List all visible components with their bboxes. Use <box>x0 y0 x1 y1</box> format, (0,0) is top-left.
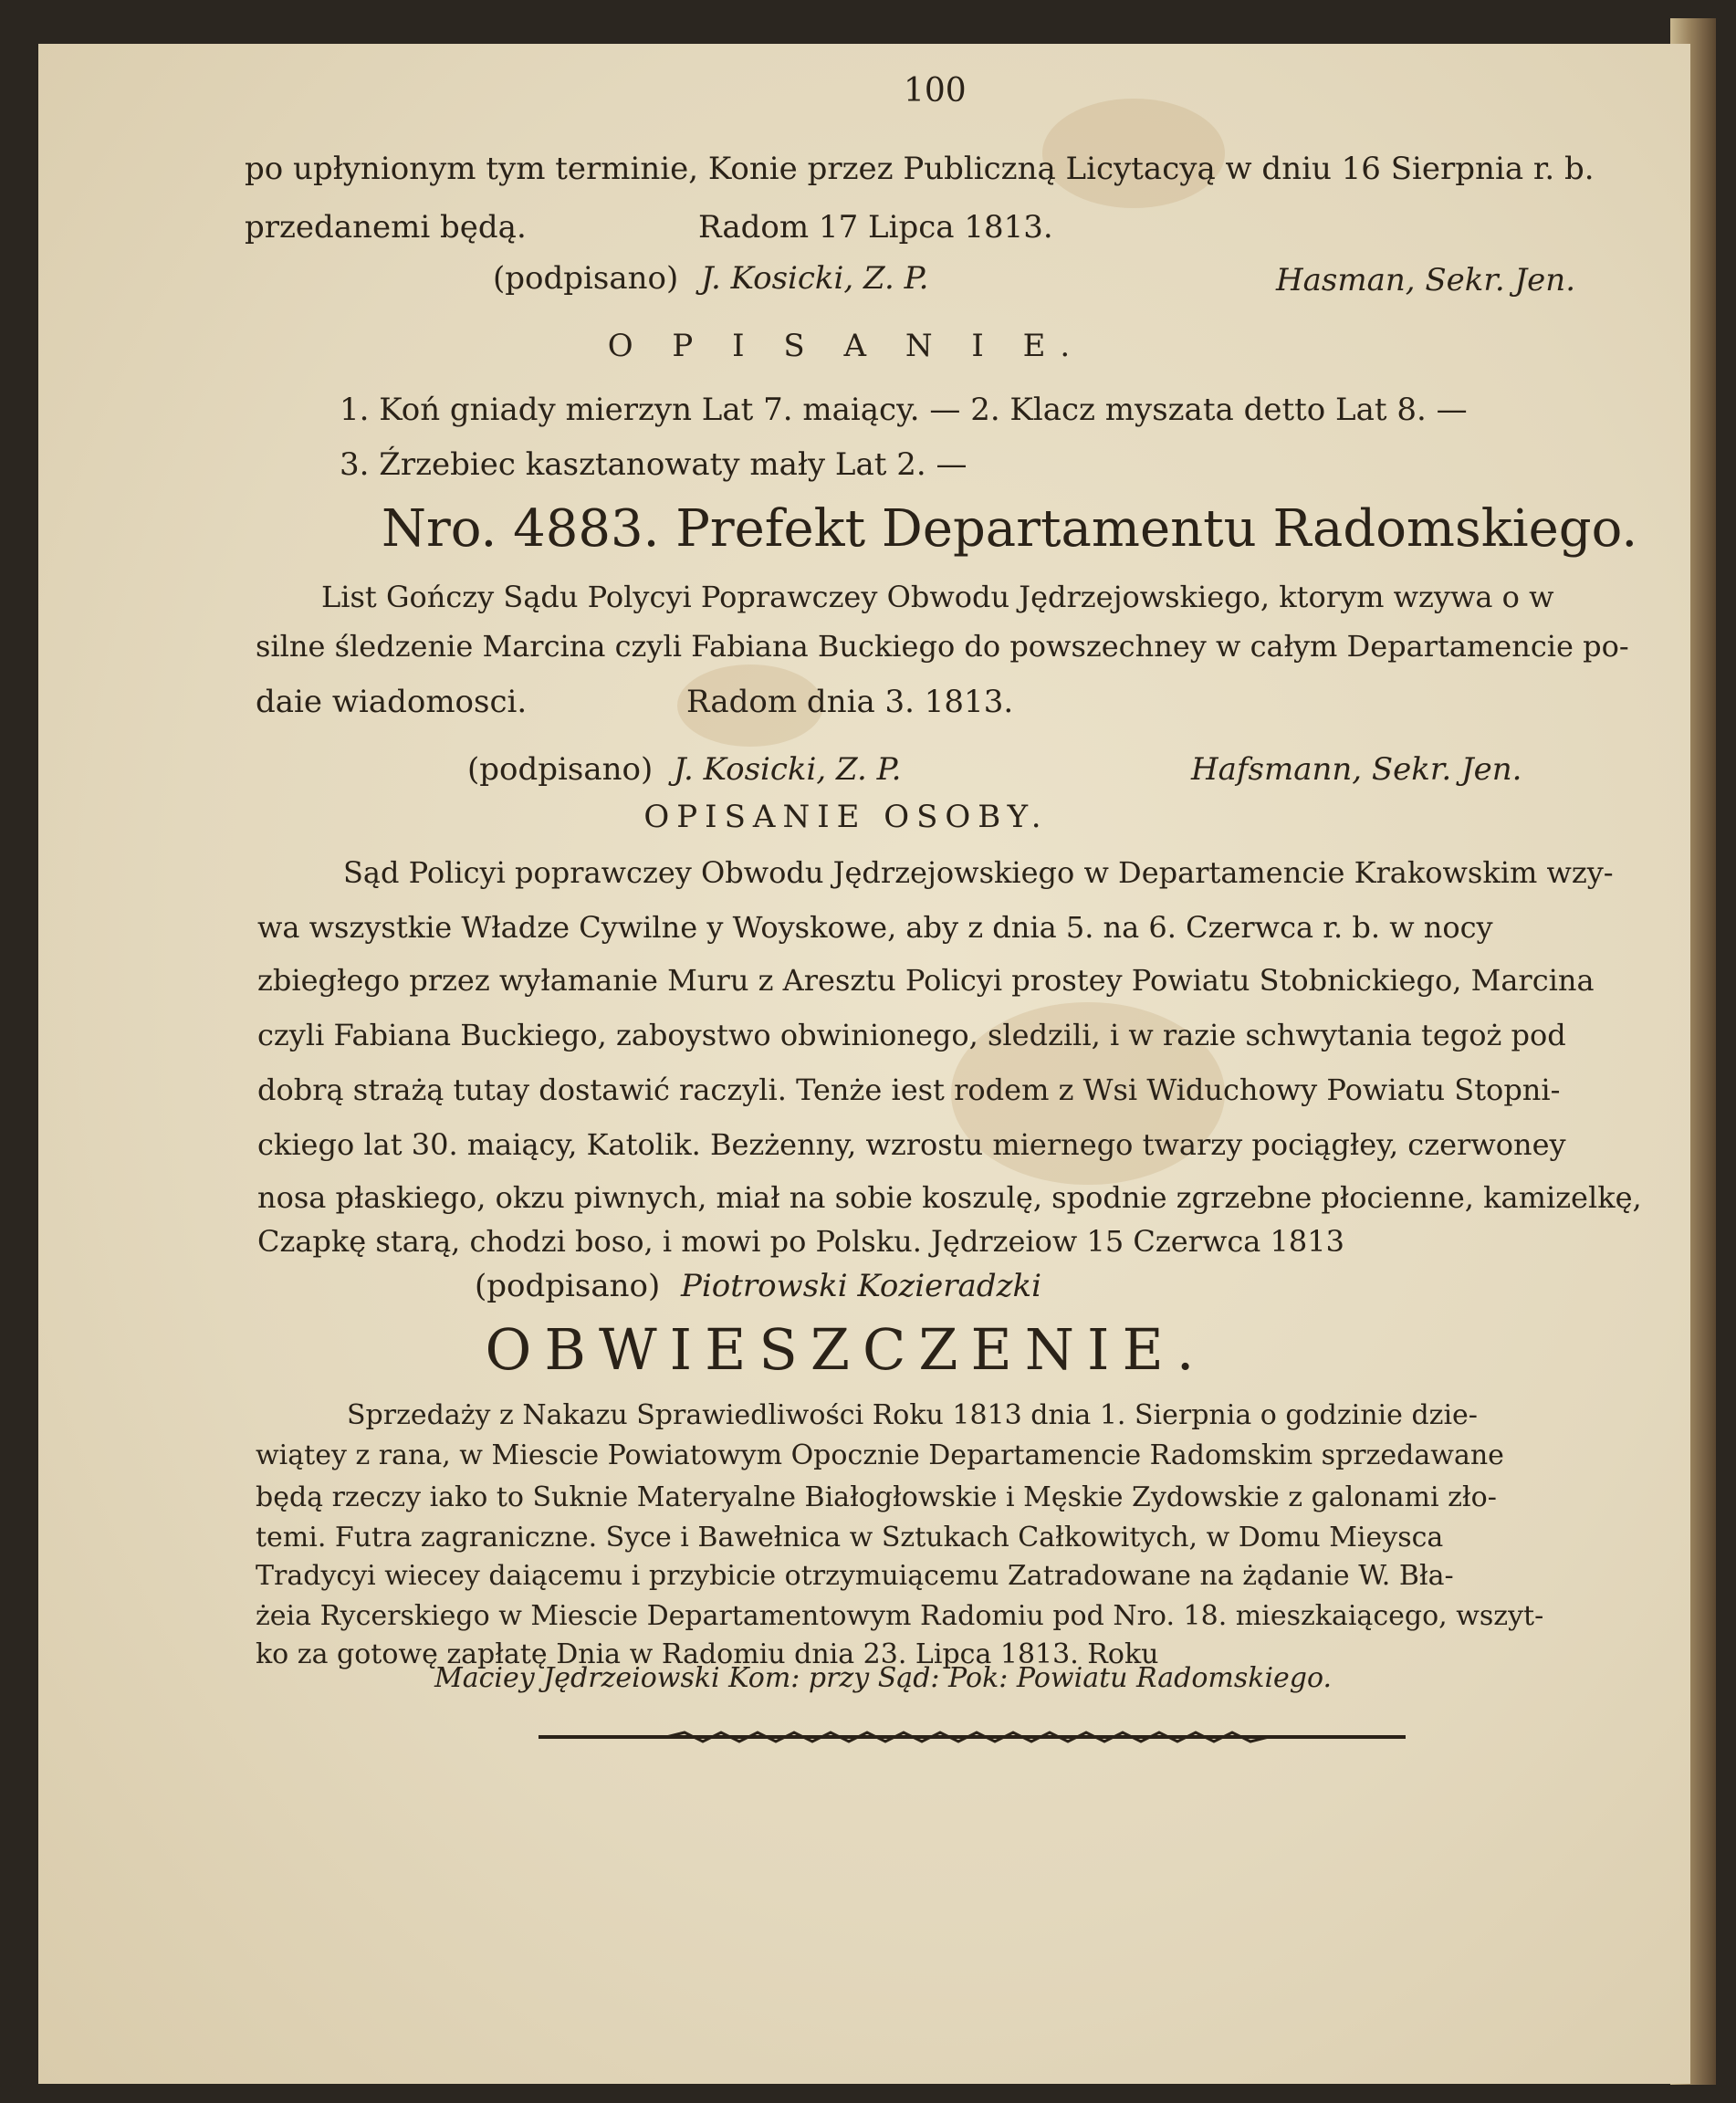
announcement-line: wiątey z rana, w Miescie Powiatowym Opocznie Departamencie Radomskim sprzedawane <box>256 1439 1504 1471</box>
section-heading: OPISANIE OSOBY. <box>643 799 1049 835</box>
signature-label: (podpisano) <box>467 751 654 788</box>
announcement-signature: Maciey Jędrzeiowski Kom: przy Sąd: Pok: Powiatu Radomskiego. <box>434 1662 1333 1694</box>
signature-names: Piotrowski Kozieradzki <box>681 1268 1041 1304</box>
decorative-rule <box>539 1731 1406 1743</box>
section-heading: O P I S A N I E. <box>607 328 1085 364</box>
announcement-line: żeia Rycerskiego w Miescie Departamentowym Radomiu pod Nro. 18. mieszkaiącego, wszyt- <box>256 1600 1544 1632</box>
description-line: 3. Źrzebiec kasztanowaty mały Lat 2. — <box>340 446 967 483</box>
article-line: silne śledzenie Marcina czyli Fabiana Buckiego do powszechney w całym Departamencie po- <box>256 629 1629 664</box>
notice-continuation-line: po upłynionym tym terminie, Konie przez Publiczną Licytacyą w dniu 16 Sierpnia r. b. <box>245 151 1595 187</box>
page-number: 100 <box>904 72 967 110</box>
signature-label: (podpisano) <box>475 1268 661 1304</box>
article-body-line: zbiegłego przez wyłamanie Muru z Aresztu Policyi prostey Powiatu Stobnickiego, Marcina <box>257 963 1595 998</box>
announcement-line: temi. Futra zagraniczne. Syce i Bawełnica w Sztukach Całkowitych, w Domu Mieysca <box>256 1522 1444 1554</box>
article-body-line: dobrą strażą tutay dostawić raczyli. Tenże iest rodem z Wsi Widuchowy Powiatu Stopni- <box>257 1072 1561 1107</box>
signature-name: J. Kosicki, Z. P. <box>674 751 902 788</box>
article-headline: Nro. 4883. Prefekt Departamentu Radomskiego. <box>382 499 1638 559</box>
article-line: List Gończy Sądu Polycyi Poprawczey Obwodu Jędrzejowskiego, ktorym wzywa o w <box>321 580 1554 614</box>
signature-name: J. Kosicki, Z. P. <box>701 260 929 297</box>
announcement-line: będą rzeczy iako to Suknie Materyalne Białogłowskie i Męskie Zydowskie z galonami zło- <box>256 1481 1497 1513</box>
article-body-line: Czapkę starą, chodzi boso, i mowi po Polsku. Jędrzeiow 15 Czerwca 1813 <box>257 1224 1344 1259</box>
announcement-heading: OBWIESZCZENIE. <box>485 1316 1208 1383</box>
article-body-line: ckiego lat 30. maiący, Katolik. Bezżenny, wzrostu miernego twarzy pociągłey, czerwoney <box>257 1127 1566 1162</box>
notice-date: Radom 17 Lipca 1813. <box>698 209 1053 246</box>
article-body-line: nosa płaskiego, okzu piwnych, miał na sobie koszulę, spodnie zgrzebne płocienne, kamizelkę, <box>257 1180 1642 1215</box>
article-body-line: Sąd Policyi poprawczey Obwodu Jędrzejowskiego w Departamencie Krakowskim wzy- <box>343 855 1614 890</box>
signature-secretary: Hasman, Sekr. Jen. <box>1276 262 1575 298</box>
signature-label: (podpisano) <box>493 260 679 297</box>
description-line: 1. Koń gniady mierzyn Lat 7. maiący. — 2. Klacz myszata detto Lat 8. — <box>340 392 1468 428</box>
article-body-line: czyli Fabiana Buckiego, zaboystwo obwinionego, sledzili, i w razie schwytania tegoż pod <box>257 1018 1566 1052</box>
article-body-line: wa wszystkie Władze Cywilne y Woyskowe, aby z dnia 5. na 6. Czerwca r. b. w nocy <box>257 910 1493 945</box>
announcement-line: Tradycyi wiecey daiącemu i przybicie otrzymuiącemu Zatradowane na żądanie W. Bła- <box>256 1560 1454 1592</box>
article-date: Radom dnia 3. 1813. <box>686 684 1014 720</box>
notice-continuation-end: przedanemi będą. <box>245 209 527 246</box>
announcement-line: ko za gotowę zapłatę Dnia w Radomiu dnia 23. Lipca 1813. Roku <box>256 1638 1159 1670</box>
announcement-line: Sprzedaży z Nakazu Sprawiedliwości Roku 1813 dnia 1. Sierpnia o godzinie dzie- <box>347 1399 1478 1431</box>
signature-secretary: Hafsmann, Sekr. Jen. <box>1191 751 1522 788</box>
article-line: daie wiadomosci. <box>256 684 528 720</box>
